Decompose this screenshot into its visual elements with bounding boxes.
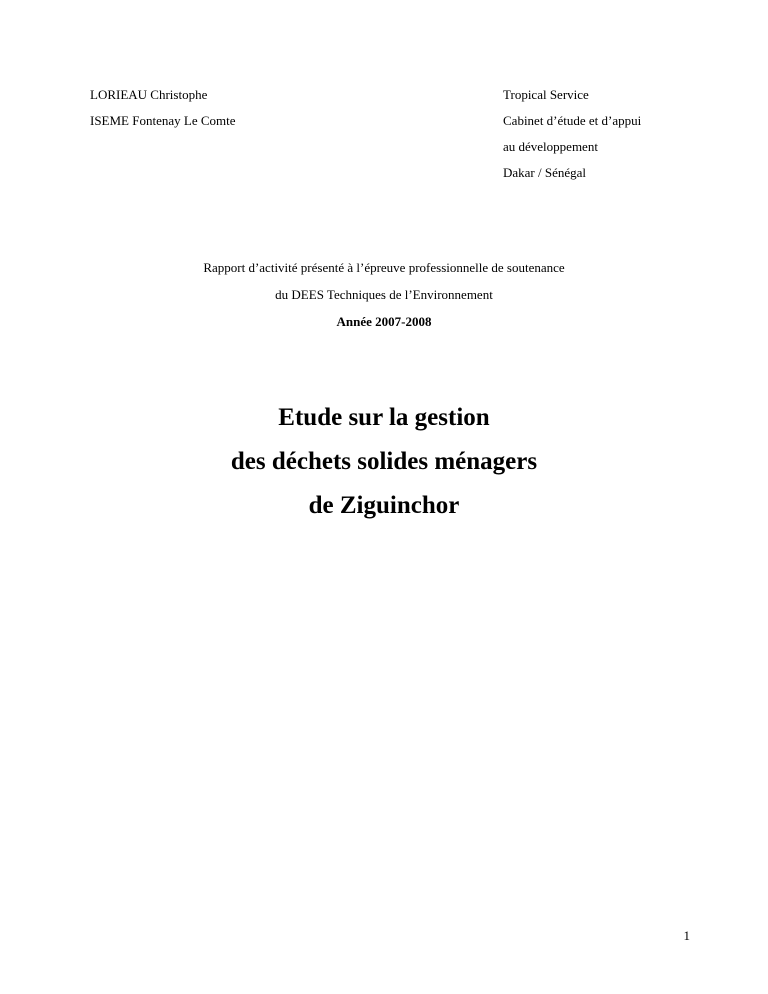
report-year: Année 2007-2008: [336, 314, 432, 329]
organization-name: Tropical Service: [503, 87, 589, 102]
report-description-line1: Rapport d’activité présenté à l’épreuve professionnelle de soutenance: [203, 260, 565, 275]
author-block: [90, 82, 236, 134]
organization-block: [503, 82, 641, 186]
author-name: LORIEAU Christophe: [90, 87, 208, 102]
author-school: ISEME Fontenay Le Comte: [90, 113, 236, 128]
title-line1: Etude sur la gestion: [278, 404, 490, 431]
title-line2: des déchets solides ménagers: [230, 448, 538, 475]
organization-description-line2: au développement: [503, 139, 598, 154]
report-info: [0, 254, 768, 335]
document-title: [0, 396, 768, 528]
title-line3: de Ziguinchor: [308, 492, 460, 519]
organization-location: Dakar / Sénégal: [503, 165, 587, 180]
report-description-line2: du DEES Techniques de l’Environnement: [275, 287, 493, 302]
page-number: 1: [683, 928, 690, 943]
organization-description-line1: Cabinet d’étude et d’appui: [503, 113, 642, 128]
